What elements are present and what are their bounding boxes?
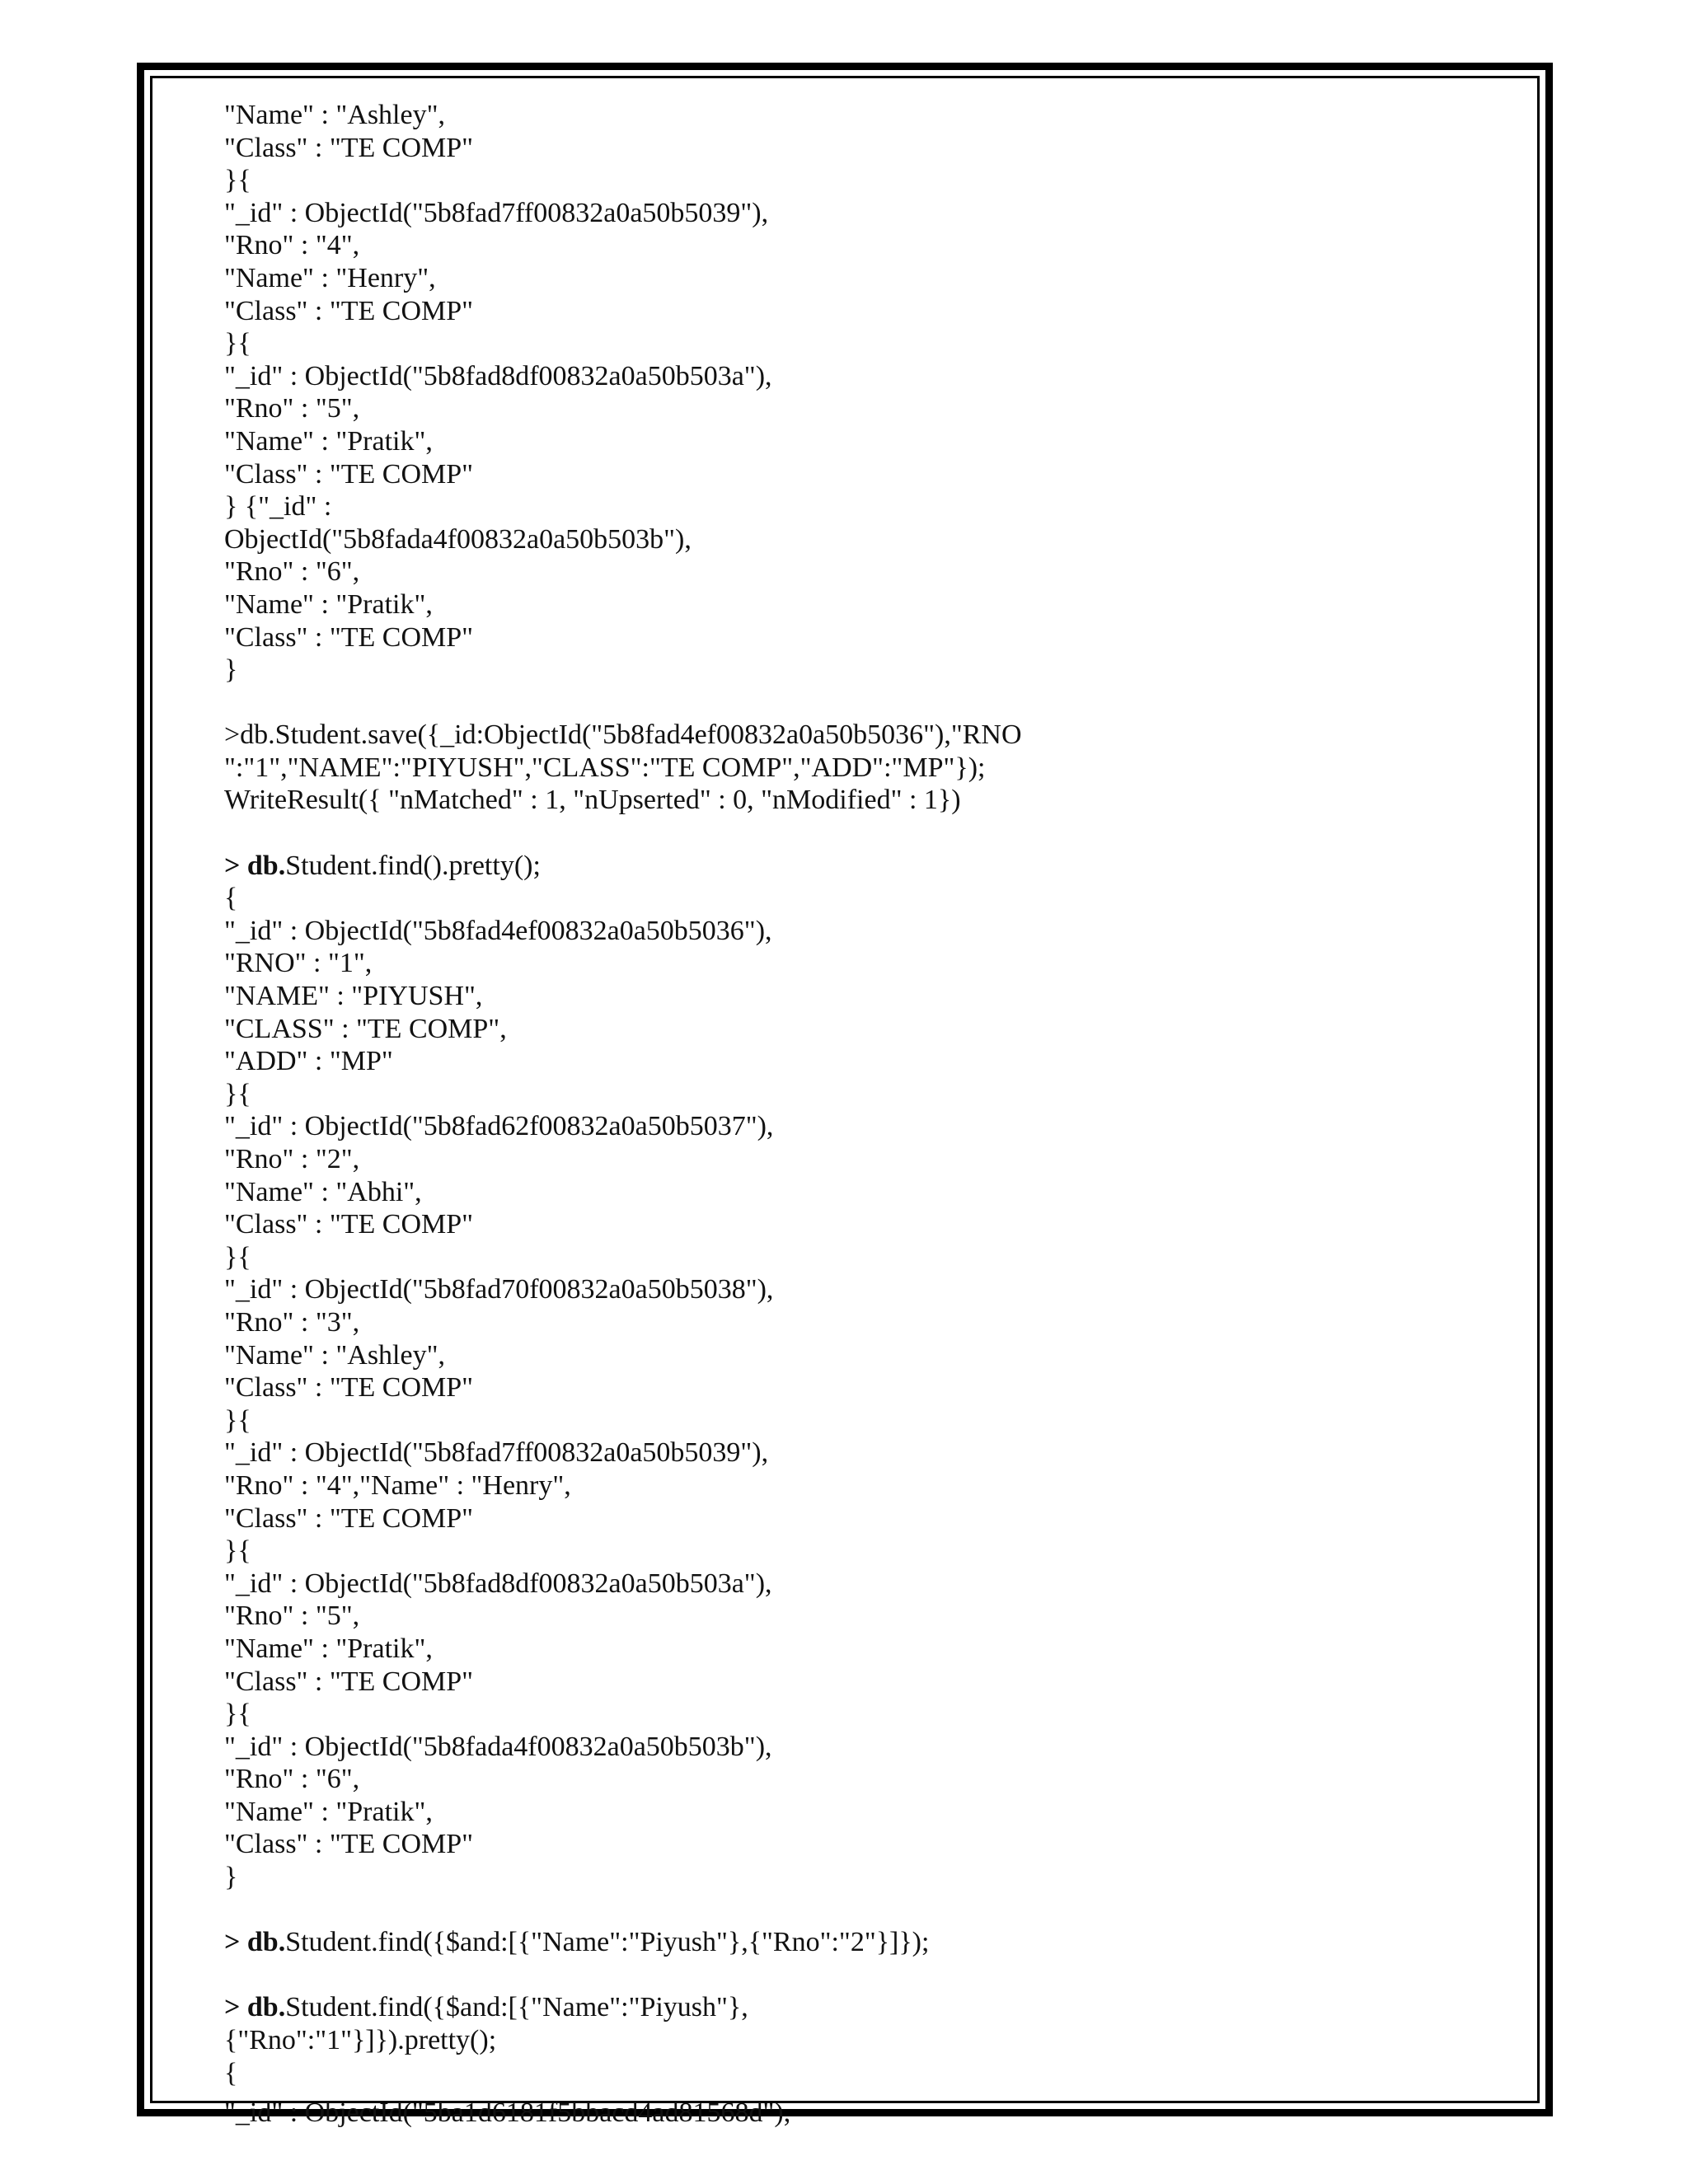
blank-line <box>224 687 1510 719</box>
code-line: "_id" : ObjectId("5b8fad8df00832a0a50b503a"), <box>224 360 772 391</box>
code-line: "ADD" : "MP" <box>224 1046 393 1077</box>
code-line: "Class" : "TE COMP" <box>224 1829 474 1860</box>
code-line: "CLASS" : "TE COMP", <box>224 1013 507 1044</box>
shell-prompt: > db. <box>224 1992 286 2023</box>
code-line: "Name" : "Pratik", <box>224 425 433 457</box>
shell-command: Student.find({$and:[{"Name":"Piyush"},{"Rno":"2"}]}); <box>285 1927 930 1958</box>
code-line: "RNO" : "1", <box>224 948 373 979</box>
code-line: "Rno" : "6", <box>224 1764 360 1795</box>
document-body <box>224 99 1510 2089</box>
code-line: "Name" : "Henry", <box>224 262 436 293</box>
code-line: "_id" : ObjectId("5b8fada4f00832a0a50b503b"), <box>224 1731 772 1762</box>
code-line: "NAME" : "PIYUSH", <box>224 981 483 1012</box>
code-line: "_id" : ObjectId("5b8fad8df00832a0a50b503a"), <box>224 1568 772 1599</box>
code-line: }{ <box>224 1699 251 1730</box>
code-line: "Rno" : "5", <box>224 1601 360 1632</box>
code-line: "Class" : "TE COMP" <box>224 1666 474 1697</box>
code-line: "Rno" : "4","Name" : "Henry", <box>224 1469 571 1501</box>
blank-line <box>224 1894 1510 1927</box>
code-line: "Name" : "Ashley", <box>224 1339 445 1371</box>
code-line: "_id" : ObjectId("5b8fad70f00832a0a50b5038"), <box>224 1274 774 1305</box>
code-line: }{ <box>224 165 251 196</box>
code-line: } <box>224 654 238 686</box>
code-line: }{ <box>224 1404 251 1436</box>
code-line: >db.Student.save({_id:ObjectId("5b8fad4ef00832a0a50b5036"),"RNO <box>224 719 1022 751</box>
code-line: "_id" : ObjectId("5b8fad7ff00832a0a50b5039"), <box>224 197 769 228</box>
shell-command: Student.find().pretty(); <box>285 850 541 881</box>
code-line: "Name" : "Ashley", <box>224 100 445 130</box>
blank-line <box>224 1959 1510 1992</box>
code-line: "Name" : "Pratik", <box>224 588 433 620</box>
code-line: "_id" : ObjectId("5b8fad62f00832a0a50b5037"), <box>224 1111 774 1142</box>
code-line: }{ <box>224 1078 251 1109</box>
blank-line <box>224 817 1510 850</box>
code-line: { <box>224 883 238 914</box>
code-line: "Class" : "TE COMP" <box>224 1372 474 1404</box>
code-line: }{ <box>224 1241 251 1272</box>
code-line: }{ <box>224 328 251 359</box>
code-line: "Name" : "Abhi", <box>224 1176 422 1207</box>
shell-command: Student.find({$and:[{"Name":"Piyush"}, <box>285 1992 748 2023</box>
code-line: "Rno" : "3", <box>224 1306 360 1338</box>
code-line: "_id" : ObjectId("5b8fad4ef00832a0a50b5036"), <box>224 915 772 946</box>
code-line: "_id" : ObjectId("5b8fad7ff00832a0a50b5039"), <box>224 1437 769 1469</box>
code-line <box>224 1926 1510 1959</box>
code-line: ":"1","NAME":"PIYUSH","CLASS":"TE COMP","ADD":"MP"}); <box>224 752 986 783</box>
code-line: {"Rno":"1"}]}).pretty(); <box>224 2025 497 2056</box>
code-line: WriteResult({ "nMatched" : 1, "nUpserted" : 0, "nModified" : 1}) <box>224 785 961 816</box>
code-line: "Class" : "TE COMP" <box>224 1502 474 1534</box>
code-line: "Name" : "Pratik", <box>224 1633 433 1664</box>
code-line: "Rno" : "2", <box>224 1144 360 1174</box>
code-line: "Name" : "Pratik", <box>224 1796 433 1827</box>
code-line: "Class" : "TE COMP" <box>224 295 474 326</box>
shell-prompt: > db. <box>224 850 286 881</box>
code-line: "Class" : "TE COMP" <box>224 458 474 490</box>
code-line <box>224 850 1510 883</box>
code-line: "Rno" : "4", <box>224 230 360 261</box>
code-line: } <box>224 1862 238 1893</box>
code-line <box>224 1991 1510 2024</box>
shell-prompt: > db. <box>224 1927 286 1958</box>
code-line: "Rno" : "5", <box>224 393 360 424</box>
code-line: ObjectId("5b8fada4f00832a0a50b503b"), <box>224 523 692 555</box>
code-line: } {"_id" : <box>224 491 332 523</box>
cut-off-line: "_id" : ObjectId("5ba1d6181f5bbacd4ad81568d"), <box>224 2097 791 2128</box>
code-line: }{ <box>224 1535 251 1567</box>
code-line: "Class" : "TE COMP" <box>224 621 474 653</box>
code-line: "Class" : "TE COMP" <box>224 132 474 163</box>
code-line: "Class" : "TE COMP" <box>224 1209 474 1240</box>
code-line: { <box>224 2057 238 2088</box>
code-line: "Rno" : "6", <box>224 556 360 588</box>
